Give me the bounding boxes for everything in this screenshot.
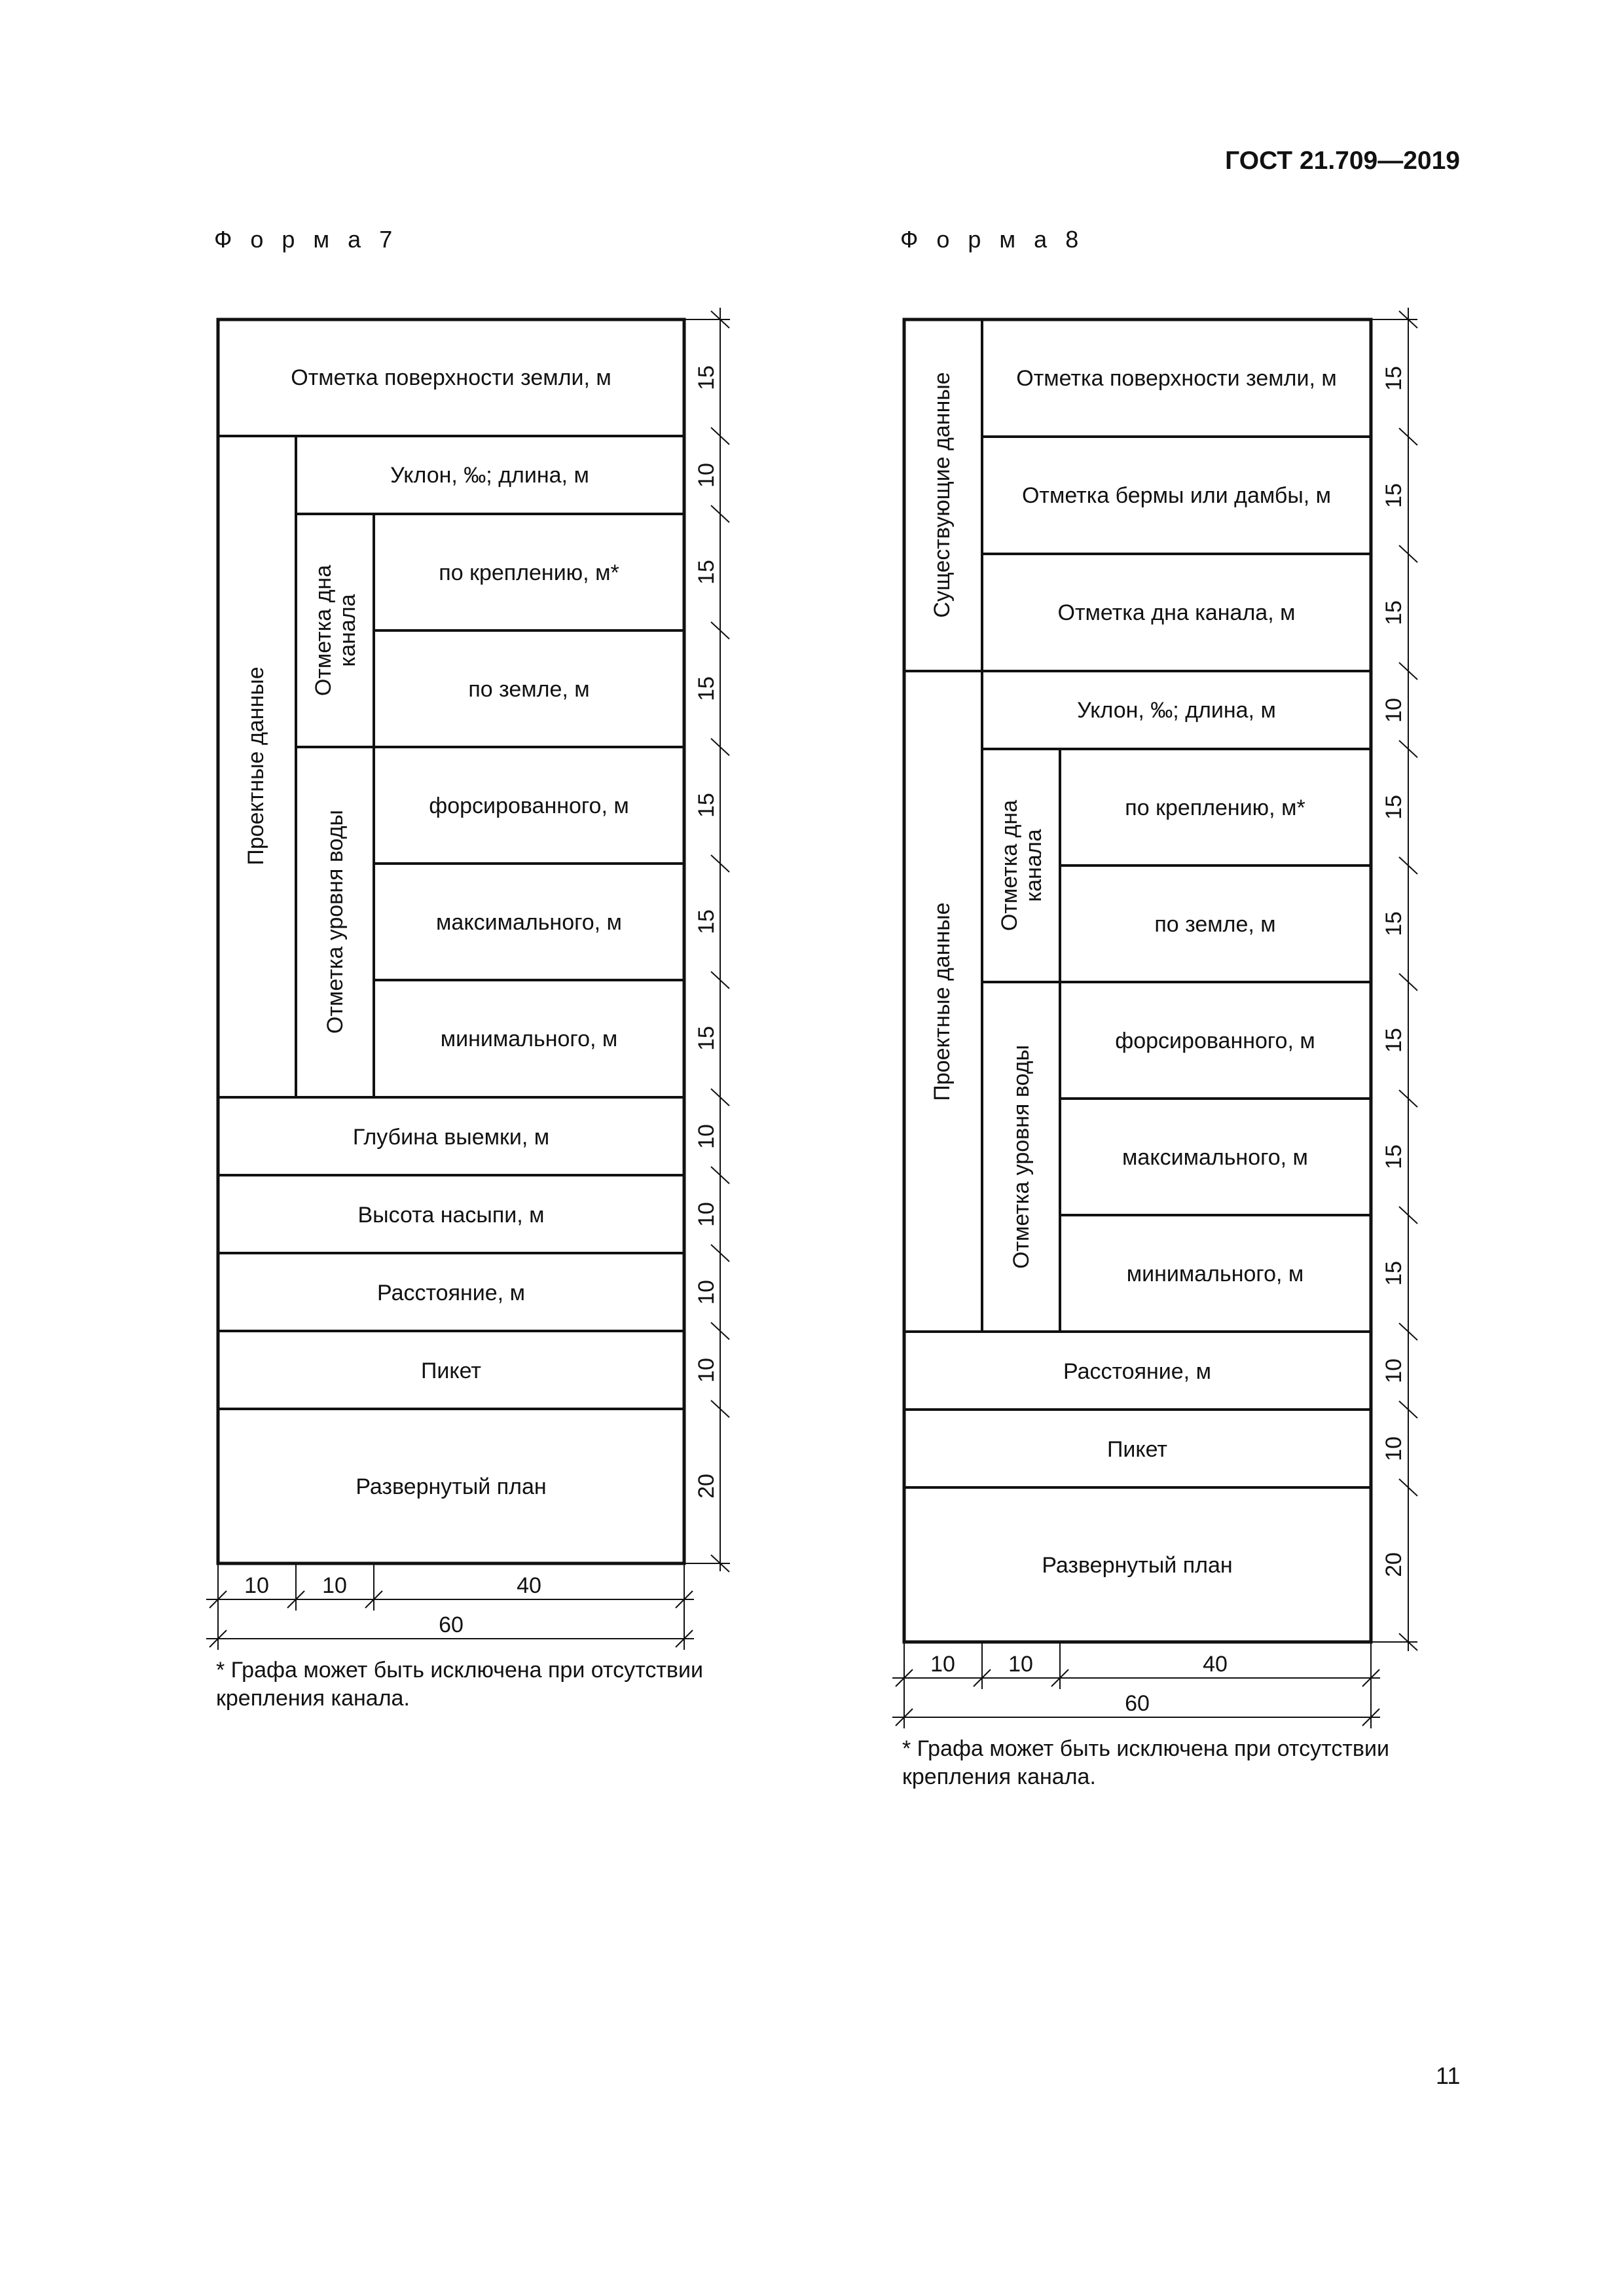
document-id: ГОСТ 21.709—2019 (1225, 147, 1460, 175)
form7-height-label: 15 (694, 793, 719, 818)
form7-footnote (216, 1656, 703, 1713)
form7-height-label: 15 (694, 676, 719, 701)
form7-height-label: 10 (694, 1358, 719, 1383)
form8-row-label: максимального, м (1122, 1145, 1308, 1170)
form8-width-label: 10 (1008, 1652, 1033, 1677)
form7-width-label: 10 (244, 1573, 269, 1598)
form7-row-label: Развернутый план (356, 1474, 547, 1499)
form7-height-label: 10 (694, 1124, 719, 1149)
form8-row-label: форсированного, м (1115, 1029, 1315, 1053)
form7-height-label: 15 (694, 1026, 719, 1051)
form7-height-label: 10 (694, 1280, 719, 1305)
form8-width-label: 40 (1203, 1652, 1228, 1677)
form8-row-label: по креплению, м* (1125, 795, 1305, 820)
form7-row-label: Высота насыпи, м (357, 1203, 545, 1228)
form8-footnote-line: * Графа может быть исключена при отсутствии (902, 1736, 1389, 1761)
form7-row-label: Глубина выемки, м (352, 1125, 550, 1150)
form8-height-label: 10 (1381, 698, 1406, 723)
form7-canal-bottom-label-2: канала (335, 594, 360, 667)
form7-width-label: 10 (322, 1573, 347, 1598)
form7-row-label: Пикет (420, 1358, 482, 1383)
form8-row-label: Расстояние, м (1063, 1359, 1211, 1384)
form8-height-label: 15 (1381, 600, 1406, 625)
form8-row-label: Отметка дна канала, м (1057, 600, 1296, 625)
form8-existing-data-label: Существующие данные (930, 372, 955, 618)
form7-row-label: Отметка поверхности земли, м (291, 365, 611, 390)
form8-water-level-label: Отметка уровня воды (1009, 1045, 1034, 1269)
form8-row-label: Отметка поверхности земли, м (1016, 366, 1337, 391)
form7-canal-bottom-label-1: Отметка дна (311, 564, 336, 697)
form7-row-label: максимального, м (436, 910, 622, 935)
form7-height-label: 10 (694, 463, 719, 488)
form8-height-label: 10 (1381, 1436, 1406, 1461)
form7-height-label: 10 (694, 1202, 719, 1227)
form8-row-label: Развернутый план (1042, 1553, 1233, 1578)
form8-row-label: минимального, м (1126, 1262, 1304, 1286)
form8-row-label: Уклон, ‰; длина, м (1077, 698, 1276, 723)
form8-height-label: 15 (1381, 911, 1406, 936)
form8-height-label: 15 (1381, 1144, 1406, 1169)
page-number: 11 (1436, 2062, 1461, 2089)
form8-footnote (902, 1735, 1389, 1791)
form7-row-label: Уклон, ‰; длина, м (390, 463, 589, 488)
form7-height-label: 15 (694, 909, 719, 934)
form7-total-width-label: 60 (439, 1613, 464, 1637)
form7-width-label: 40 (517, 1573, 541, 1598)
form7-water-level-label: Отметка уровня воды (323, 810, 348, 1034)
form8-height-label: 15 (1381, 1028, 1406, 1053)
form8-height-label: 15 (1381, 366, 1406, 391)
form8-height-label: 20 (1381, 1552, 1406, 1577)
form7-footnote-line: крепления канала. (216, 1686, 410, 1711)
form7-height-label: 15 (694, 560, 719, 585)
form8-height-label: 10 (1381, 1358, 1406, 1383)
form8-title: Ф о р м а 8 (900, 226, 1085, 253)
form7-row-label: по креплению, м* (439, 560, 619, 585)
form8-height-label: 15 (1381, 1261, 1406, 1286)
form8-canal-bottom-label-2: канала (1021, 829, 1046, 902)
form8-total-width-label: 60 (1125, 1691, 1150, 1716)
form7-row-label: по земле, м (468, 677, 590, 702)
form7-height-label: 15 (694, 365, 719, 390)
form7-footnote-line: * Графа может быть исключена при отсутствии (216, 1658, 703, 1683)
form8-height-label: 15 (1381, 483, 1406, 508)
form8-project-data-label: Проектные данные (930, 902, 955, 1101)
form8-width-label: 10 (930, 1652, 955, 1677)
form8-row-label: Пикет (1106, 1437, 1168, 1462)
form7-row-label: Расстояние, м (377, 1281, 525, 1305)
form7-height-label: 20 (694, 1474, 719, 1499)
form8-row-label: по земле, м (1154, 912, 1276, 937)
form8-height-label: 15 (1381, 795, 1406, 820)
form7-title: Ф о р м а 7 (214, 226, 399, 253)
form8-footnote-line: крепления канала. (902, 1764, 1096, 1789)
form8-canal-bottom-label-1: Отметка дна (997, 799, 1022, 932)
form8-row-label: Отметка бермы или дамбы, м (1021, 483, 1332, 508)
form7-project-data-label: Проектные данные (244, 666, 268, 866)
form7-row-label: минимального, м (440, 1027, 618, 1051)
form7-row-label: форсированного, м (429, 793, 629, 818)
